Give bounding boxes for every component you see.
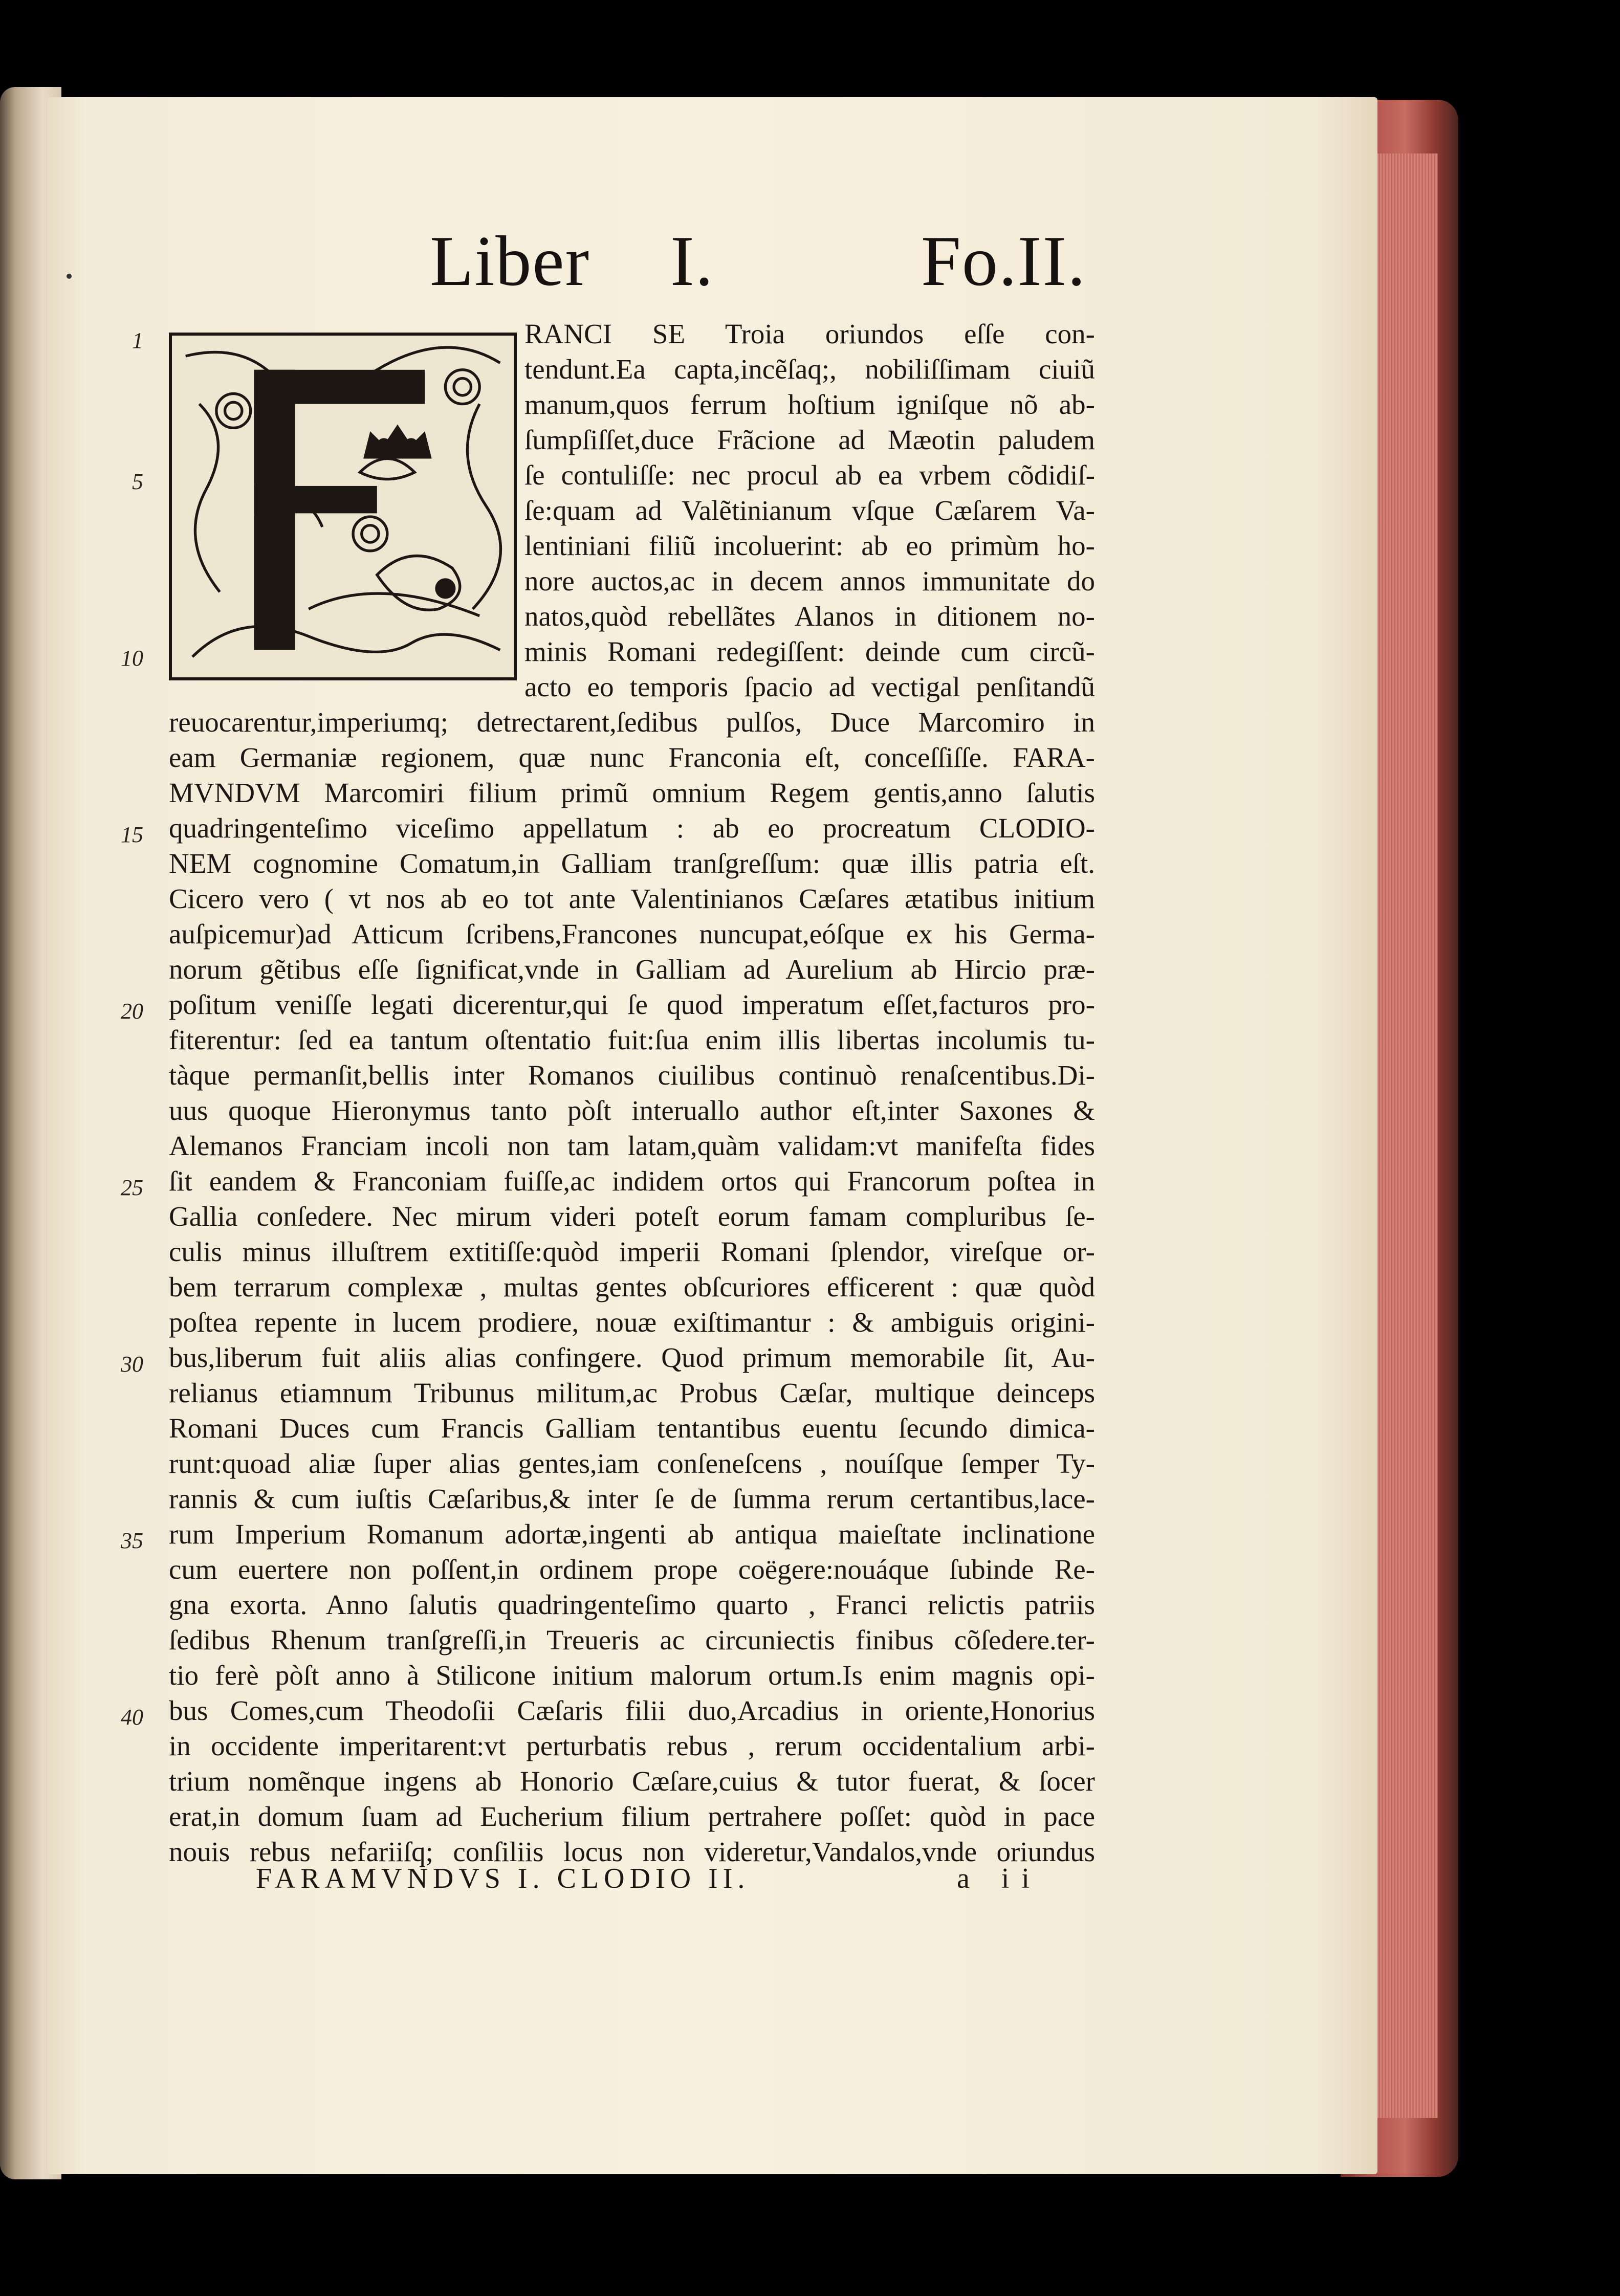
woodcut-initial-illustration — [172, 336, 514, 677]
text-line: eam Germaniæ regionem, quæ nunc Franconia eſt, conceſſiſſe. FARA- — [169, 742, 1095, 773]
text-line: poſtea repente in lucem prodiere, nouæ exiſtimantur : & ambiguis origini- — [169, 1307, 1095, 1338]
line-number: 40 — [121, 1705, 143, 1730]
text-line: rum Imperium Romanum adortæ,ingenti ab antiqua maieſtate inclinatione — [169, 1518, 1095, 1550]
text-line: relianus etiamnum Tribunus militum,ac Probus Cæſar, multique deinceps — [169, 1377, 1095, 1408]
text-line: NEM cognomine Comatum,in Galliam tranſgreſſum: quæ illis patria eſt. — [169, 848, 1095, 879]
text-line: bus Comes,cum Theodoſii Cæſaris filii duo,Arcadius in oriente,Honorius — [169, 1695, 1095, 1726]
text-line: Gallia conſedere. Nec mirum videri poteſt eorum famam compluribus ſe- — [169, 1201, 1095, 1232]
text-line: bem terrarum complexæ , multas gentes obſcuriores efficerent : quæ quòd — [169, 1271, 1095, 1302]
text-line: gna exorta. Anno ſalutis quadringenteſimo quarto , Franci relictis patriis — [169, 1589, 1095, 1620]
text-line: tio ferè pòſt anno à Stilicone initium malorum ortum.Is enim magnis opi- — [169, 1660, 1095, 1691]
text-line: cum euertere non poſſent,in ordinem prope coëgere:nouáque ſubinde Re- — [169, 1554, 1095, 1585]
text-line: quadringenteſimo viceſimo appellatum : ab eo procreatum CLODIO- — [169, 812, 1095, 844]
line-number: 15 — [121, 822, 143, 847]
text-line: acto eo temporis ſpacio ad vectigal penſitandũ — [524, 671, 1095, 702]
text-line: ſe contuliſſe: nec procul ab ea vrbem cõdidiſ- — [524, 459, 1095, 491]
text-line: tàque permanſit,bellis inter Romanos ciuilibus continuò renaſcentibus.Di- — [169, 1059, 1095, 1091]
decorated-initial-f — [169, 333, 517, 680]
text-line: ſe:quam ad Valẽtinianum vſque Cæſarem Va- — [524, 495, 1095, 526]
text-line: norum gẽtibus eſſe ſignificat,vnde in Galliam ad Aurelium ab Hircio præ- — [169, 954, 1095, 985]
text-line: trium nomẽnque ingens ab Honorio Cæſare,cuius & tutor fuerat, & ſocer — [169, 1765, 1095, 1797]
line-number: 1 — [132, 328, 143, 353]
line-number: 30 — [121, 1352, 143, 1377]
header-liber: Liber — [430, 222, 590, 301]
header-book-number: I. — [670, 222, 714, 301]
text-line: in occidente imperitarent:vt perturbatis rebus , rerum occidentalium arbi- — [169, 1730, 1095, 1761]
header-folio: Fo.II. — [921, 222, 1087, 301]
text-line: uus quoque Hieronymus tanto pòſt interuallo author eſt,inter Saxones & — [169, 1095, 1095, 1126]
text-line: Cicero vero ( vt nos ab eo tot ante Valentinianos Cæſares ætatibus initium — [169, 883, 1095, 914]
text-line: Romani Duces cum Francis Galliam tentantibus euentu ſecundo dimica- — [169, 1412, 1095, 1444]
catchwords: FARAMVNDVS I. CLODIO II. — [256, 1863, 750, 1894]
text-line: natos,quòd rebellãtes Alanos in ditionem no- — [524, 601, 1095, 632]
line-number: 25 — [121, 1175, 143, 1200]
text-line: runt:quoad aliæ ſuper alias gentes,iam conſeneſcens , nouíſque ſemper Ty- — [169, 1448, 1095, 1479]
text-line: ſit eandem & Franconiam fuiſſe,ac indidem ortos qui Francorum poſtea in — [169, 1165, 1095, 1197]
text-line: poſitum veniſſe legati dicerentur,qui ſe quod imperatum eſſet,facturos pro- — [169, 989, 1095, 1020]
text-line: auſpicemur)ad Atticum ſcribens,Francones nuncupat,eóſque ex his Germa- — [169, 918, 1095, 950]
text-line: manum,quos ferrum hoſtium igniſque nõ ab- — [524, 389, 1095, 420]
text-line: erat,in domum ſuam ad Eucherium filium pertrahere poſſet: quòd in pace — [169, 1801, 1095, 1832]
text-line: fiterentur: ſed ea tantum oſtentatio fuit:ſua enim illis libertas incolumis tu- — [169, 1024, 1095, 1055]
margin-dot — [67, 274, 72, 279]
text-line: culis minus illuſtrem extitiſſe:quòd imperii Romani ſplendor, vireſque or- — [169, 1236, 1095, 1267]
text-line: ſedibus Rhenum tranſgreſſi,in Treueris ac circuniectis finibus cõſedere.ter- — [169, 1624, 1095, 1655]
text-line: tendunt.Ea capta,incẽſaq;, nobiliſſimam ciuiũ — [524, 354, 1095, 385]
text-line: ſumpſiſſet,duce Frãcione ad Mæotin paludem — [524, 424, 1095, 455]
text-line: MVNDVM Marcomiri filium primũ omnium Regem gentis,anno ſalutis — [169, 777, 1095, 808]
line-number: 5 — [132, 469, 143, 494]
text-line: rannis & cum iuſtis Cæſaribus,& inter ſe de ſumma rerum certantibus,lace- — [169, 1483, 1095, 1514]
signature-mark: a ii — [957, 1863, 1042, 1894]
text-line: reuocarentur,imperiumq; detrectarent,ſedibus pulſos, Duce Marcomiro in — [169, 707, 1095, 738]
text-line: nouis rebus nefariiſq; conſiliis locus non videretur,Vandalos,vnde oriundus — [169, 1836, 1095, 1867]
text-line: nore auctos,ac in decem annos immunitate do — [524, 565, 1095, 597]
line-number: 20 — [121, 999, 143, 1024]
line-number: 35 — [121, 1528, 143, 1553]
text-line: lentiniani filiũ incoluerint: ab eo primùm ho- — [524, 530, 1095, 561]
text-line: Alemanos Franciam incoli non tam latam,quàm validam:vt manifeſta fides — [169, 1130, 1095, 1161]
text-line: RANCI SE Troia oriundos eſſe con- — [524, 318, 1095, 349]
text-line: bus,liberum fuit aliis alias confingere. Quod primum memorabile ſit, Au- — [169, 1342, 1095, 1373]
text-line: minis Romani redegiſſent: deinde cum circũ- — [524, 636, 1095, 667]
line-number: 10 — [121, 646, 143, 671]
